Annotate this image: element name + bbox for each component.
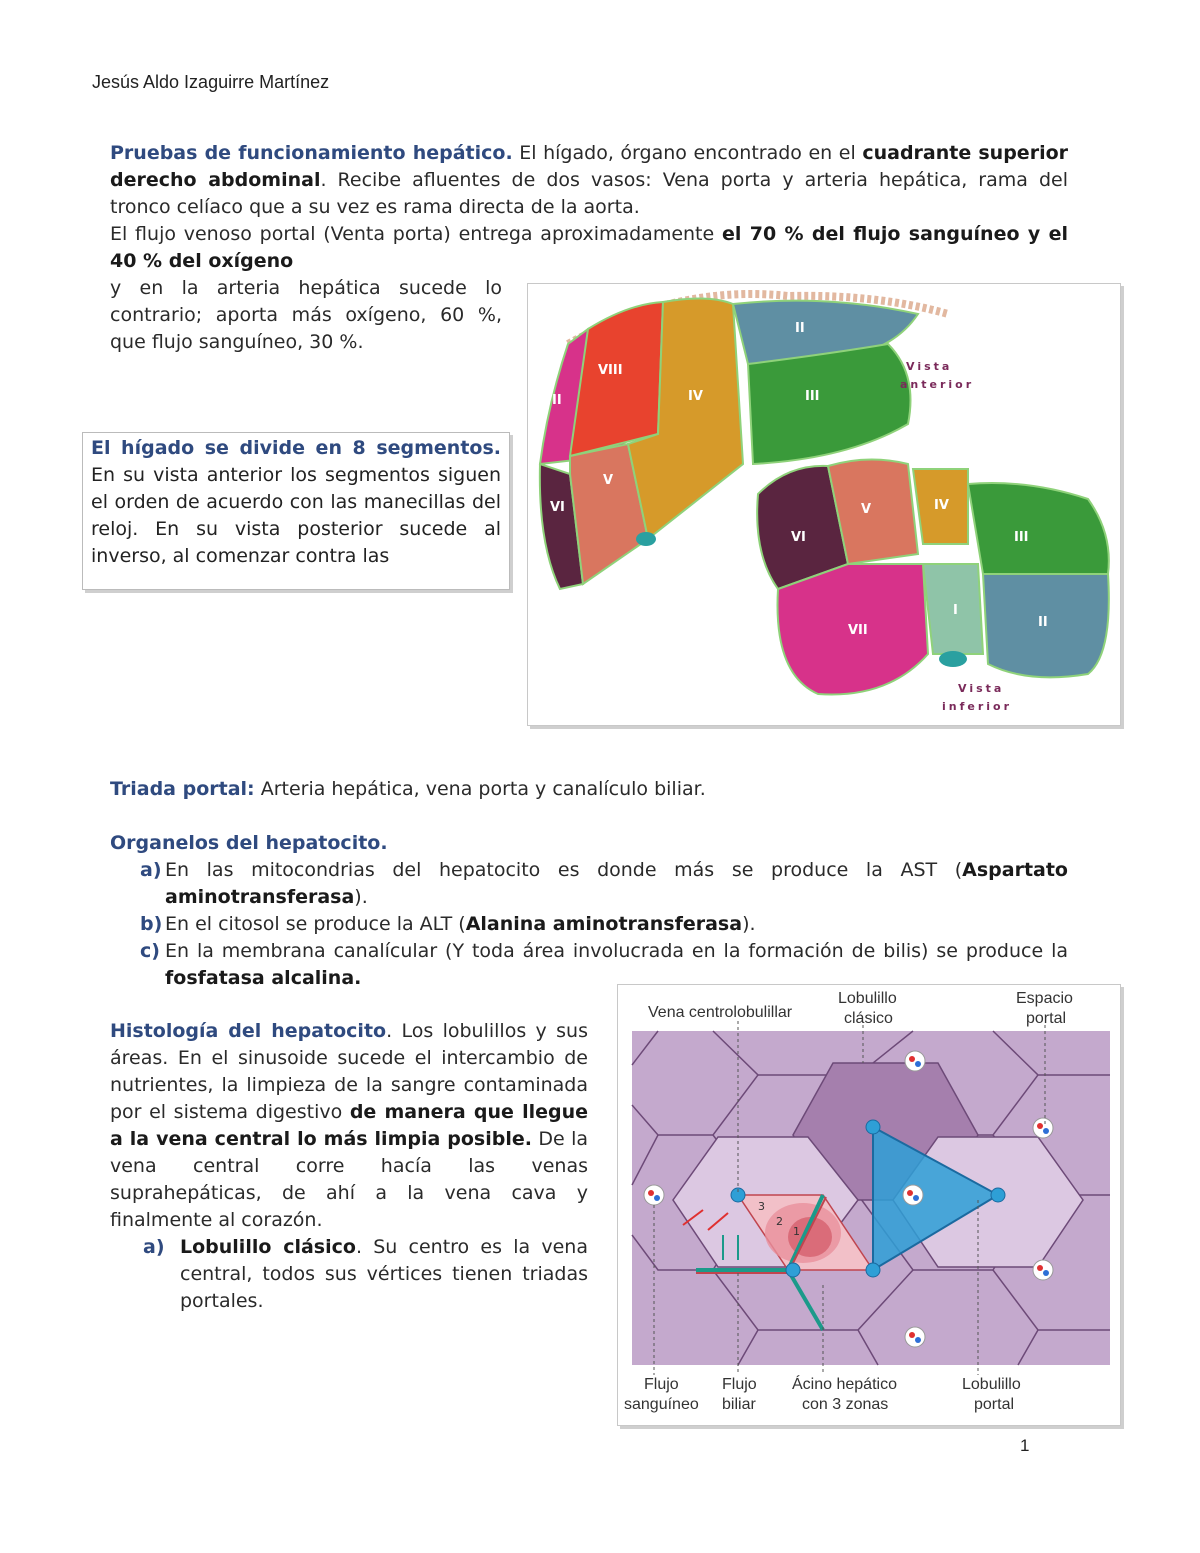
intro-text-4a [293,250,299,272]
label-acino-2: con 3 zonas [802,1396,889,1413]
label-vena-centrolobulillar: Vena centrolobulillar [648,1004,793,1021]
list-item-bold: Aspartato aminotransferasa [165,859,1068,908]
list-marker: c) [140,940,160,962]
list-marker: a) [140,859,162,881]
anterior-label-iii: III [805,389,820,404]
organelles-list [110,857,1068,992]
organelles-section [110,830,1068,992]
histology-item-text: . Su centro es la vena central, todos sus vértices tienen triadas portales. [180,1236,588,1312]
histology-text-1: . Los lobulillos y sus áreas. En el sinusoide sucede el intercambio de nutrientes, la limpieza de la sangre contaminada por el sistema digestivo [110,1020,588,1123]
intro-heading: Pruebas de funcionamiento hepático. [110,142,513,164]
zone-2-label: 2 [776,1215,783,1228]
inferior-label-v: V [861,502,872,517]
inferior-label-vi: VI [791,530,806,545]
histology-list-item [110,1234,588,1315]
segments-text: En su vista anterior los segmentos siguen el orden de acuerdo con las manecillas del reloj. En su vista posterior sucede al inverso, al comenzar contra las [91,464,501,567]
label-flujo-sanguineo-1: Flujo [644,1376,679,1393]
intro-text-1: El hígado, órgano encontrado en el [512,142,863,164]
label-flujo-sanguineo-2: sanguíneo [624,1396,699,1413]
intro-paragraph-tail [110,275,502,356]
anterior-label-v: V [603,473,614,488]
label-flujo-biliar-1: Flujo [722,1376,757,1393]
inferior-label-vii: VII [848,623,868,638]
histology-heading: Histología del hepatocito [110,1020,387,1042]
intro-paragraph [110,140,1068,221]
triad-heading: Triada portal: [110,778,255,800]
list-marker: b) [140,913,163,935]
intro-text-4: y en la arteria hepática sucede lo contrario; aporta más oxígeno, 60 %, que flujo sanguíneo, 30 %. [110,277,502,353]
organelles-heading: Organelos del hepatocito. [110,832,388,854]
label-lobulillo-clasico-2: clásico [844,1010,893,1027]
label-lobulillo-portal-2: portal [974,1396,1015,1413]
intro-text-3: El flujo venoso portal (Venta porta) entrega aproximadamente [110,223,722,245]
page-number: 1 [1020,1436,1030,1455]
list-item-text: En el citosol se produce la ALT ( [165,913,466,935]
histology-item-bold: Lobulillo clásico [180,1236,356,1258]
list-item [110,911,1068,938]
label-lobulillo-clasico-1: Lobulillo [838,990,897,1007]
zone-1-label: 1 [793,1225,800,1238]
inferior-label-ii: II [1038,615,1048,630]
histology-text-2: De la vena central corre hacía las venas suprahepáticas, de ahí a la vena cava y finalmente al corazón. [110,1128,588,1231]
label-espacio-portal-2: portal [1026,1010,1067,1027]
inferior-label-i: I [953,603,958,618]
inferior-label-iii: III [1014,530,1029,545]
lobule-diagram [618,985,1120,1425]
segments-box [82,432,510,590]
intro-bold-2: el 70 % del flujo sanguíneo y el 40 % del oxígeno [110,223,1068,272]
list-item [110,857,1068,911]
label-lobulillo-portal-1: Lobulillo [962,1376,1021,1393]
histology-section [110,1018,588,1315]
intro-paragraph-2 [110,221,1068,275]
liver-segments-image [528,284,1120,725]
view-anterior-line1: Vista [906,360,953,373]
histology-bold: de manera que llegue a la vena central lo más limpia posible. [110,1101,589,1150]
list-item-text: En la membrana canalícular (Y toda área involucrada en la formación de bilis) se produce la [165,940,1068,962]
liver-segments-figure [527,283,1121,726]
segments-heading: El hígado se divide en 8 segmentos. [91,437,501,459]
anterior-label-iv: IV [688,389,703,404]
zone-3-label: 3 [758,1200,765,1213]
triad-paragraph [110,776,1068,803]
intro-bold-1: cuadrante superior derecho abdominal [110,142,1068,191]
list-item-end: ). [354,886,368,908]
anterior-label-vii: VII [542,393,562,408]
view-inferior-line2: inferior [942,700,1013,713]
anterior-label-viii: VIII [598,363,623,378]
triad-text: Arteria hepática, vena porta y canalículo biliar. [254,778,706,800]
intro-text-2: . Recibe afluentes de dos vasos: Vena porta y arteria hepática, rama del tronco celíaco que a su vez es rama directa de la aorta. [110,169,1068,218]
lobule-figure [617,984,1121,1426]
list-item-end: ). [742,913,756,935]
anterior-label-vi: VI [550,500,565,515]
label-acino-1: Ácino hepático [792,1376,897,1393]
list-item-bold: Alanina aminotransferasa [465,913,743,935]
histology-list-marker: a) [143,1236,165,1258]
label-flujo-biliar-2: biliar [722,1396,756,1413]
list-item-text: En las mitocondrias del hepatocito es donde más se produce la AST ( [165,859,963,881]
author-name: Jesús Aldo Izaguirre Martínez [92,72,330,92]
view-inferior-line1: Vista [958,682,1005,695]
label-espacio-portal-1: Espacio [1016,990,1073,1007]
view-anterior-line2: anterior [900,378,975,391]
inferior-label-iv: IV [934,498,949,513]
anterior-label-ii: II [795,321,805,336]
list-item-bold: fosfatasa alcalina. [165,967,362,989]
